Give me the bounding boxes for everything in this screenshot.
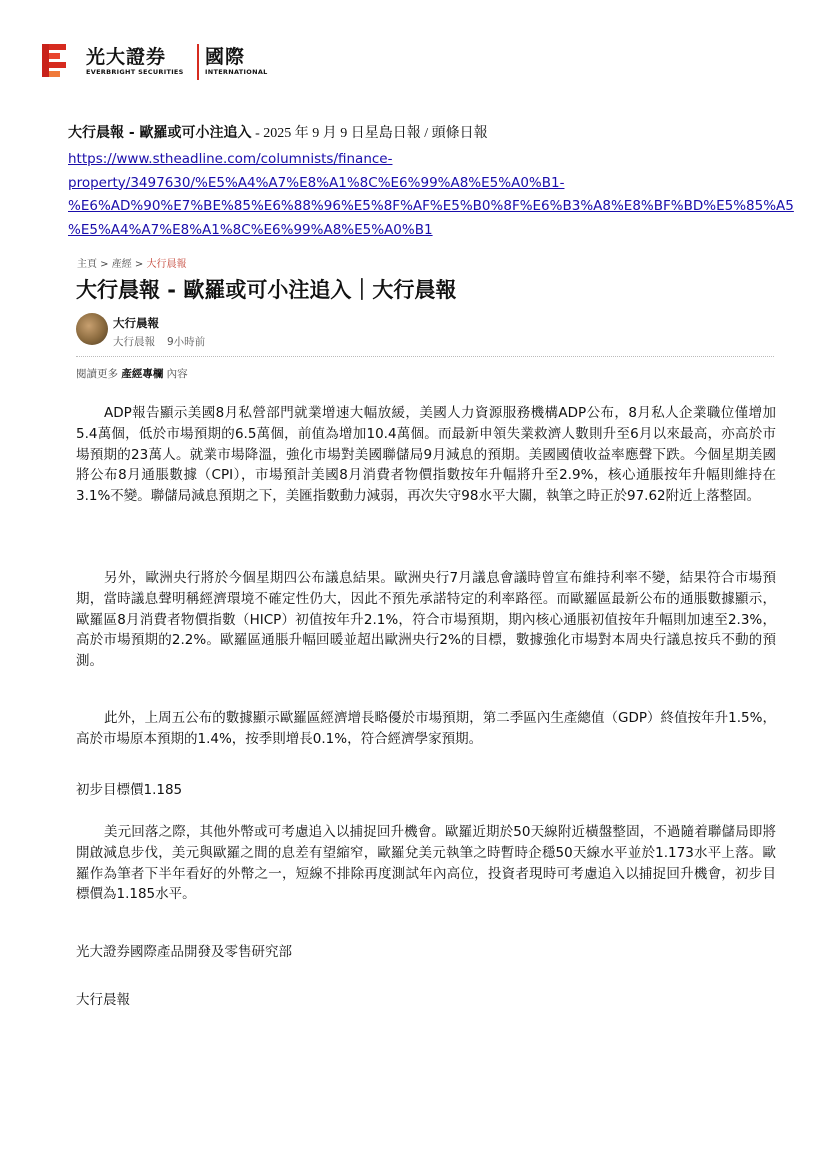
paragraph-text: 此外，上周五公布的數據顯示歐羅區經濟增長略優於市場預期，第二季區內生產總值（GDP）終值按年升1.5%，高於市場原本預期的1.4%，按季則增長0.1%，符合經濟學家預期。: [76, 710, 776, 747]
source-link-line[interactable]: https://www.stheadline.com/columnists/finance-: [68, 151, 393, 167]
breadcrumb-current[interactable]: 大行晨報: [146, 259, 187, 270]
logo-english-name: EVERBRIGHT SECURITIES: [86, 68, 184, 76]
source-link-line[interactable]: %E5%A4%A7%E8%A1%8C%E6%99%A8%E5%A0%B1: [68, 221, 433, 238]
company-logo: [40, 40, 280, 84]
breadcrumb-section[interactable]: 產經: [111, 259, 132, 270]
read-more: [76, 366, 188, 381]
article-paragraph: [76, 822, 776, 905]
author-meta: [113, 334, 205, 349]
read-more-suffix: 內容: [163, 368, 188, 380]
article-paragraph: [76, 403, 776, 507]
department-name: 光大證券國際產品開發及零售研究部: [76, 944, 292, 960]
paragraph-text: 美元回落之際，其他外幣或可考慮追入以捕捉回升機會。歐羅近期於50天線附近橫盤整固，不過隨着聯儲局即將開啟減息步伐，美元與歐羅之間的息差有望縮窄，歐羅兌美元執筆之時暫時企穩50天線水平並於1.173水平上落。歐羅作為筆者下半年看好的外幣之一，短線不排除再度測試年內高位，投資者現時可考慮追入以捕捉回升機會，初步目標價為1.185水平。: [76, 824, 776, 903]
read-more-category-link[interactable]: 產經專欄: [121, 368, 164, 380]
divider: [76, 356, 774, 357]
article-paragraph: [76, 708, 776, 750]
signature: 大行晨報: [76, 992, 130, 1008]
document-title-source: - 2025 年 9 月 9 日星島日報 / 頭條日報: [251, 126, 488, 141]
read-more-prefix: 閱讀更多: [76, 368, 122, 380]
source-link-line[interactable]: %E6%AD%90%E7%BE%85%E6%88%96%E5%8F%AF%E5%B0%8F%E6%B3%A8%E8%BF%BD%E5%85%A5: [68, 198, 794, 214]
author-name[interactable]: 大行晨報: [113, 316, 159, 330]
source-link-line[interactable]: property/3497630/%E5%A4%A7%E8%A1%8C%E6%99%A8%E5%A0%B1-: [68, 174, 565, 191]
logo-chinese-name: 光大證券: [86, 46, 167, 68]
everbright-logo-icon: [40, 42, 70, 82]
publish-time: 9小時前: [167, 336, 206, 348]
document-title: [68, 122, 488, 142]
author-column: 大行晨報: [113, 336, 155, 348]
logo-divider: [197, 44, 199, 80]
paragraph-text: ADP報告顯示美國8月私營部門就業增速大幅放緩，美國人力資源服務機構ADP公布，8月私人企業職位僅增加5.4萬個，低於市場預期的6.5萬個，前值為增加10.4萬個。而最新申領失業救濟人數則升至6月以來最高，亦高於市場預期的23萬人。就業市場降溫，強化市場對美國聯儲局9月減息的預期。美國國債收益率應聲下跌。今個星期美國將公布8月通脹數據（CPI），市場預計美國8月消費者物價指數按年升幅將升至2.9%，核心通脹按年升幅則維持在3.1%不變。聯儲局減息預期之下，美匯指數動力減弱，再次失守98水平大關，執筆之時正於97.62附近上落整固。: [76, 405, 776, 505]
paragraph-text: 另外，歐洲央行將於今個星期四公布議息結果。歐洲央行7月議息會議時曾宣布維持利率不變，結果符合市場預期，當時議息聲明稱經濟環境不確定性仍大，因此不預先承諾特定的利率路徑。而歐羅區最新公布的通脹數據顯示，歐羅區8月消費者物價指數（HICP）初值按年升2.1%，符合市場預期，期內核心通脹初值按年升幅則加速至2.3%，高於市場預期的2.2%。歐羅區通脹升幅回暖並超出歐洲央行2%的目標，數據強化市場對本周央行議息按兵不動的預測。: [76, 570, 776, 670]
breadcrumb-home[interactable]: 主頁: [77, 259, 97, 270]
author-avatar[interactable]: [76, 313, 108, 345]
logo-chinese-name-2: 國際: [205, 46, 246, 68]
breadcrumb-separator: >: [97, 259, 112, 270]
breadcrumb: [77, 255, 187, 270]
logo-english-name-2: INTERNATIONAL: [205, 68, 268, 76]
source-link[interactable]: [68, 148, 794, 242]
article-paragraph: [76, 568, 776, 672]
subheading: 初步目標價1.185: [76, 782, 183, 798]
article-title: 大行晨報 - 歐羅或可小注追入｜大行晨報: [76, 278, 457, 302]
breadcrumb-separator: >: [131, 259, 147, 270]
document-title-bold: 大行晨報 - 歐羅或可小注追入: [68, 125, 252, 141]
